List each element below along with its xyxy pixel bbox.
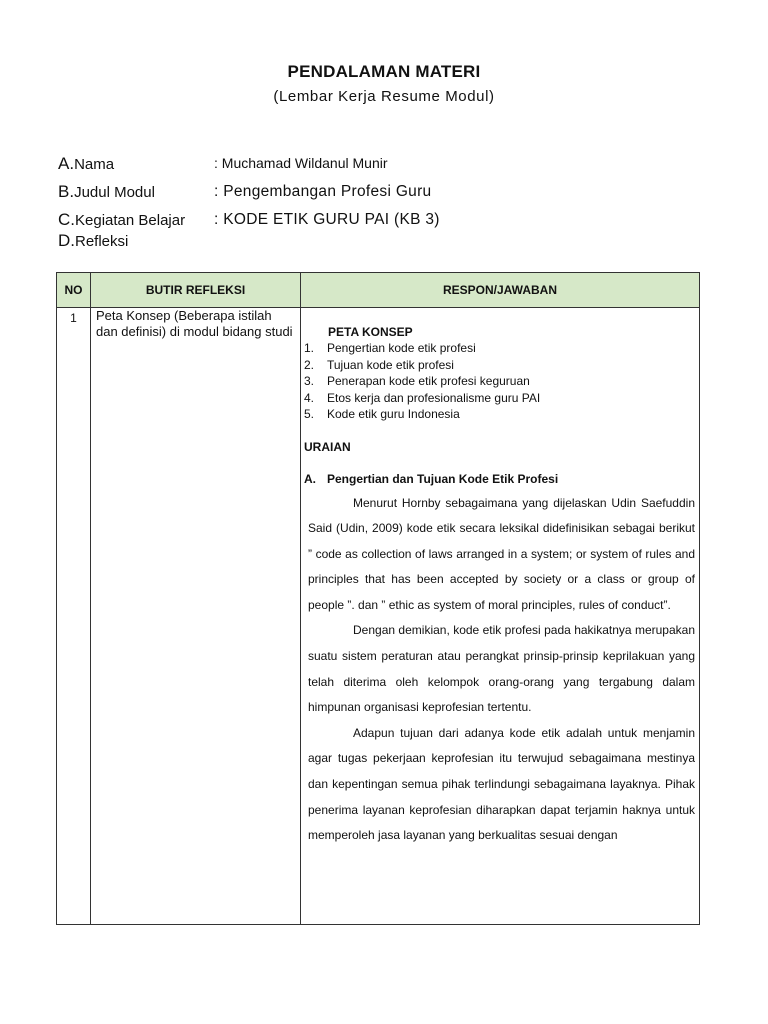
list-number: 1. [304, 341, 315, 355]
page-title: PENDALAMAN MATERI [287, 62, 481, 81]
header-respon-jawaban: RESPON/JAWABAN [301, 273, 700, 308]
info-label: Refleksi [75, 233, 129, 250]
info-letter: D. [58, 231, 75, 250]
list-text: Etos kerja dan profesionalisme guru PAI [327, 390, 541, 405]
table-header-row [57, 273, 700, 308]
header-butir-refleksi: BUTIR REFLEKSI [91, 273, 301, 308]
section-title: Pengertian dan Tujuan Kode Etik Profesi [327, 471, 559, 486]
list-item [304, 357, 695, 374]
table-row [57, 308, 700, 925]
info-label: Kegiatan Belajar [75, 212, 186, 229]
info-value: : Pengembangan Profesi Guru [214, 183, 432, 200]
list-item [304, 406, 695, 423]
section-number: A. [304, 471, 316, 486]
uraian-heading: URAIAN [304, 439, 351, 454]
info-letter: A. [58, 154, 75, 173]
peta-konsep-list [304, 340, 695, 423]
list-text: Kode etik guru Indonesia [327, 407, 460, 421]
info-label: Nama [74, 156, 115, 173]
reflection-table [56, 272, 700, 925]
paragraph: Adapun tujuan dari adanya kode etik adalah untuk menjamin agar tugas pekerjaan keprofesian itu terwujud sebagaimana mestinya dan kepentingan semua pihak terlindungi sebagaimana layaknya. Pihak penerima layanan keprofesian diharapkan dapat terjamin haknya untuk memperoleh jasa layanan yang berkualitas sesuai dengan [308, 725, 695, 843]
info-refleksi [58, 231, 128, 251]
info-letter: B. [58, 182, 75, 201]
list-item [304, 340, 695, 357]
info-kegiatan-belajar [58, 210, 440, 230]
paragraph: Dengan demikian, kode etik profesi pada hakikatnya merupakan suatu sistem peraturan atau perangkat prinsip-prinsip keprilakuan yang telah diterima oleh kelompok orang-orang yang tergabung dalam himpunan organisasi keprofesian tertentu. [308, 623, 695, 715]
header-no: NO [57, 273, 91, 308]
page-subtitle: (Lembar Kerja Resume Modul) [273, 88, 495, 105]
list-text: Tujuan kode etik profesi [327, 357, 454, 372]
paragraph: Menurut Hornby sebagaimana yang dijelaskan Udin Saefuddin Said (Udin, 2009) kode etik secara leksikal didefinisikan sebagai berikut ” code as collection of laws arranged in a system; or system of rules and principles that has been accepted by society or a class or group of people ”. dan ” ethic as system of moral principles, rules of conduct”. [308, 495, 695, 612]
peta-konsep-title: PETA KONSEP [328, 325, 413, 339]
list-text: Penerapan kode etik profesi keguruan [327, 374, 530, 388]
info-letter: C. [58, 210, 75, 229]
info-value: : KODE ETIK GURU PAI (KB 3) [214, 211, 440, 228]
list-text: Pengertian kode etik profesi [327, 341, 476, 355]
butir-text: Peta Konsep (Beberapa istilah dan definisi) di modul bidang studi [91, 308, 301, 925]
info-judul-modul [58, 182, 432, 202]
list-number: 5. [304, 407, 315, 421]
list-number: 4. [304, 390, 315, 405]
respon-cell [301, 308, 700, 925]
list-item [304, 373, 695, 390]
section-a-heading [304, 471, 695, 487]
info-nama [58, 154, 388, 174]
info-label: Judul Modul [74, 184, 155, 201]
list-number: 2. [304, 357, 315, 372]
list-item [304, 390, 695, 407]
row-number: 1 [57, 308, 91, 925]
info-value: : Muchamad Wildanul Munir [214, 155, 388, 171]
list-number: 3. [304, 374, 315, 388]
